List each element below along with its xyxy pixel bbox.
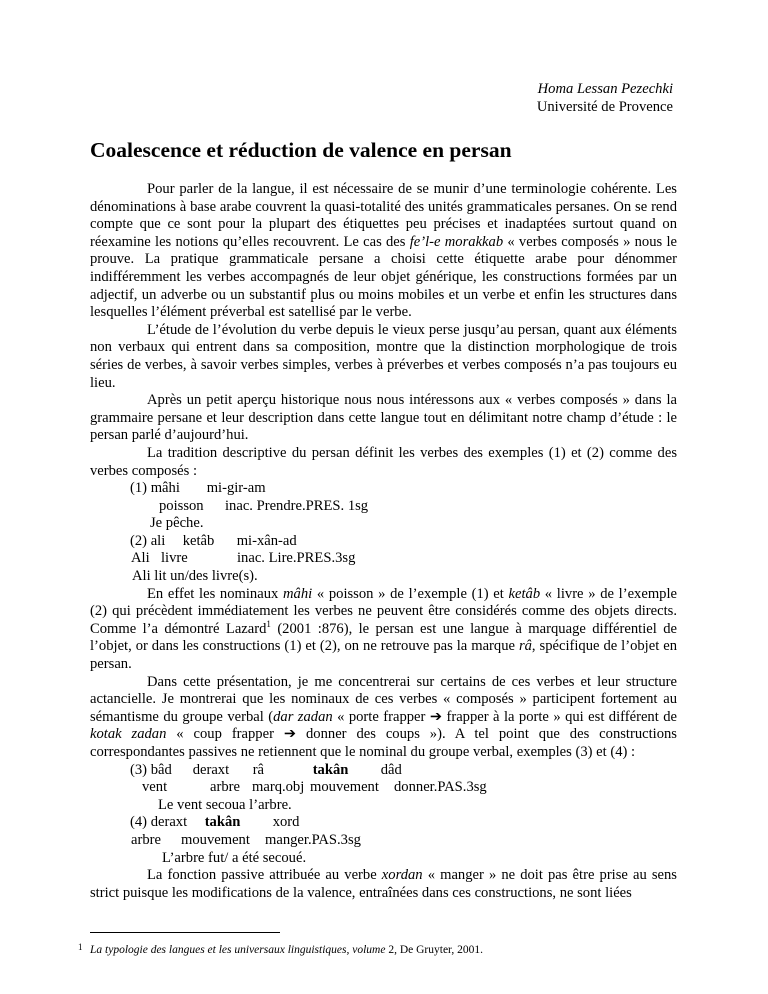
text-run: « porte frapper ➔ frapper à la porte » qui est différent de (332, 708, 677, 725)
term-italic: fe’l-e morakkab (409, 233, 504, 250)
text-run: « livre » de l’exemple (2) qui précèdent immédiatement les verbes ne peuvent être considérés comme des objets directs. Comme l’a démontré Lazard (90, 585, 677, 637)
gloss-word: mouvement (181, 831, 250, 848)
footnote-title: La typologie des langues et les universaux linguistiques, volume (90, 944, 386, 956)
footnote-divider (90, 932, 280, 933)
author-block (537, 81, 673, 116)
gloss-word: mouvement (310, 779, 379, 796)
paragraph-5 (90, 586, 677, 674)
gloss-word: arbre (131, 831, 161, 848)
example-1-line (90, 480, 677, 498)
document-body (90, 181, 677, 902)
text-run: « coup frapper ➔ donner des coups »). A tel point que des constructions correspondantes passives ne retiennent que le nominal du groupe verbal, exemples (3) et (4) : (90, 726, 677, 760)
gloss-word: inac. Prendre.PRES. 1sg (225, 497, 369, 514)
example-3-gloss (90, 779, 677, 797)
example-word: mâhi (150, 480, 180, 497)
document-title: Coalescence et réduction de valence en persan (90, 138, 512, 162)
example-4-line (90, 814, 677, 832)
gloss-word: marq.obj (252, 779, 305, 796)
example-word: ali (150, 532, 166, 549)
paragraph-1 (90, 181, 677, 322)
term-italic: kotak zadan (90, 726, 167, 743)
author-affiliation: Université de Provence (536, 98, 673, 115)
gloss-word: arbre (210, 779, 240, 796)
text-run: , spécifique de l’objet en persan. (90, 638, 677, 673)
example-word: mi-gir-am (206, 480, 266, 497)
example-number: (3) (130, 761, 148, 778)
example-word: ketâb (182, 532, 215, 549)
gloss-word: donner.PAS.3sg (394, 779, 487, 796)
example-word: bâd (150, 761, 172, 778)
paragraph-2: L’étude de l’évolution du verbe depuis le vieux perse jusqu’au persan, quant aux éléments non verbaux qui entrent dans sa composition, montre que la distinction morphologique de trois séries de verbes, à savoir verbes simples, verbes à préverbes et verbes composés n’a pas toujours eu lieu. (90, 321, 677, 391)
example-word: râ (252, 761, 265, 778)
example-3-line (90, 762, 677, 780)
gloss-word: livre (161, 550, 188, 567)
text-run: (2001 :876), le persan est une langue à marquage différentiel de l’objet, or dans les constructions (1) et (2), on ne retrouve pas la marque (90, 620, 677, 655)
example-word-bold: takân (204, 814, 241, 831)
example-number: (2) (130, 532, 148, 549)
term-italic: xordan (381, 867, 423, 884)
paragraph-6 (90, 674, 677, 762)
text-run: « verbes composés » nous le prouve. La pratique grammaticale persane a choisi cette étiquette arabe pour dénommer indifféremment les verbes accompagnés de leur objet générique, les constructions formées par un adjectif, un adverbe ou un substantif plus ou moins mobiles et un verbe et enfin les structures dans lesquelles l’élément préverbal est satellisé par le verbe. (90, 233, 677, 321)
text-run: Dans cette présentation, je me concentrerai sur certains de ces verbes et leur structure actancielle. Je montrerai que les nominaux de ces verbes « composés » participent fortement au sémantisme du groupe verbal ( (90, 673, 677, 725)
example-number: (1) (130, 480, 148, 497)
text-run: Pour parler de la langue, il est nécessaire de se munir d’une terminologie cohérente. Les dénominations à base arabe couvrent la quasi-totalité des unités grammaticales persanes. On se rend compte que ce sont pour la plupart des étiquettes peu précises et inadaptées surtout quand on réexamine les notions qu’elles recouvrent. Le cas des (90, 181, 677, 250)
gloss-word: Ali (131, 550, 150, 567)
example-1-gloss (90, 498, 677, 516)
author-name: Homa Lessan Pezechki (537, 81, 673, 97)
term-italic: ketâb (508, 585, 541, 602)
text-run: « manger » ne doit pas être prise au sens strict puisque les modifications de la valence, entraînées dans ces constructions, ne sont liées (90, 867, 677, 901)
example-3-translation: Le vent secoua l’arbre. (158, 796, 292, 813)
example-2-gloss (90, 550, 677, 568)
term-italic: mâhi (283, 585, 313, 602)
example-word: xord (272, 814, 300, 831)
example-word: deraxt (150, 814, 188, 831)
gloss-word: poisson (159, 497, 204, 514)
paragraph-7 (90, 867, 677, 902)
text-run: La fonction passive attribuée au verbe (147, 867, 382, 884)
term-italic: dar zadan (273, 708, 333, 725)
example-4-gloss (90, 832, 677, 850)
gloss-word: inac. Lire.PRES.3sg (237, 550, 356, 567)
term-italic: râ (518, 638, 532, 655)
example-1-translation: Je pêche. (150, 515, 204, 532)
gloss-word: vent (142, 779, 168, 796)
text-run: En effet les nominaux (147, 585, 283, 602)
footnote (78, 942, 484, 957)
example-2-translation: Ali lit un/des livre(s). (132, 568, 258, 585)
example-4-translation: L’arbre fut/ a été secoué. (162, 849, 307, 866)
paragraph-3: Après un petit aperçu historique nous nous intéressons aux « verbes composés » dans la grammaire persane et leur description dans cette langue tout en délimitant notre champ d’étude : le persan parlé d’aujourd’hui. (90, 392, 677, 444)
footnote-mark: 1 (78, 942, 83, 952)
example-2-line (90, 533, 677, 551)
example-word-bold: takân (312, 761, 349, 778)
example-word: mi-xân-ad (236, 532, 297, 549)
example-word: dâd (380, 761, 402, 778)
paragraph-4: La tradition descriptive du persan définit les verbes des exemples (1) et (2) comme des verbes composés : (90, 444, 677, 479)
text-run: « poisson » de l’exemple (1) et (312, 585, 509, 602)
example-number: (4) (130, 814, 148, 831)
example-word: deraxt (192, 761, 230, 778)
footnote-text: 2, De Gruyter, 2001. (385, 944, 484, 956)
gloss-word: manger.PAS.3sg (265, 831, 361, 848)
footnote-reference[interactable]: 1 (266, 618, 271, 629)
